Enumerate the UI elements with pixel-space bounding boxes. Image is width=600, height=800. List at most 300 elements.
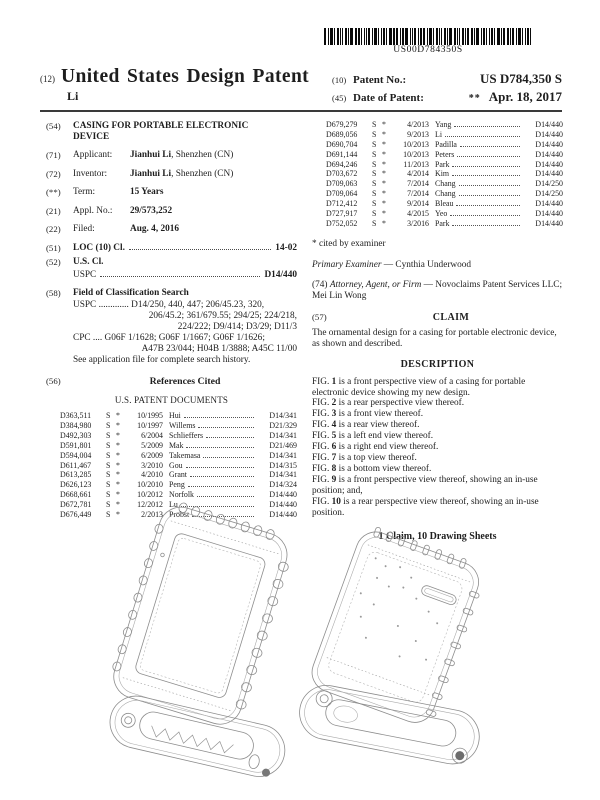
field-code: (52): [46, 256, 61, 267]
applicant-location: , Shenzhen (CN): [171, 150, 234, 161]
ref-classification: D14/440: [269, 500, 297, 509]
barcode-bar: [444, 28, 446, 45]
barcode-bar: [447, 28, 448, 45]
figure-text: is a left end view thereof.: [336, 431, 434, 442]
ref-date: 6/2009: [141, 450, 163, 460]
ref-kind-code: S: [106, 421, 111, 430]
uspc-line: [73, 270, 297, 281]
barcode-bar: [489, 28, 490, 45]
dot-leader: [186, 467, 254, 468]
loc-value: 14-02: [275, 242, 297, 253]
field-code: (71): [46, 150, 61, 161]
field-search-label: Field of Classification Search: [73, 288, 189, 299]
ref-patent-number: D709,064: [326, 189, 358, 199]
ref-examiner-star: *: [382, 120, 386, 129]
field-label: Applicant:: [73, 150, 113, 161]
ref-inventor-name: Yang: [435, 120, 452, 129]
ref-kind-code: S: [372, 149, 377, 159]
field-code: (51): [46, 242, 61, 253]
barcode-bar: [418, 28, 419, 45]
barcode-bar: [400, 28, 401, 45]
figure-description-line: [312, 377, 563, 399]
ref-date: 10/2013: [403, 139, 429, 149]
term-field: [46, 187, 297, 198]
ref-kind-code: S: [106, 480, 111, 490]
ref-inventor-name: Schlieffers: [169, 430, 204, 440]
ref-date: 4/2013: [407, 120, 429, 129]
barcode-bar: [350, 28, 353, 45]
ref-kind-code: S: [106, 470, 111, 480]
ref-examiner-star: *: [116, 411, 120, 421]
barcode-bar: [494, 28, 495, 45]
patent-ref-row: [312, 200, 563, 208]
figure-label: FIG.: [312, 497, 332, 508]
patent-references-table-right: [312, 121, 563, 228]
examiner-name: Cynthia Underwood: [395, 260, 472, 271]
barcode-bar: [348, 28, 349, 45]
applicant-field: [46, 150, 297, 161]
barcode-bar: [501, 28, 502, 45]
patent-ref-row: [312, 180, 563, 188]
barcode-bar: [522, 28, 523, 45]
ref-kind-code: S: [106, 500, 111, 509]
field-code: (56): [46, 375, 61, 386]
applicant-name: Jianhui Li: [130, 150, 172, 161]
ref-patent-number: D594,004: [60, 450, 92, 460]
figure-label: FIG.: [312, 464, 332, 475]
primary-examiner-line: [312, 260, 563, 271]
ref-patent-number: D694,246: [326, 159, 358, 169]
patent-ref-row: [46, 452, 297, 460]
ref-patent-number: D672,781: [60, 500, 92, 509]
barcode-bar: [328, 28, 329, 45]
barcode-bar: [474, 28, 475, 45]
inventor-field: [46, 169, 297, 180]
ref-inventor-name: Peters: [435, 149, 455, 159]
dot-leader: [452, 175, 520, 176]
figure-number: 6: [331, 442, 337, 453]
field-label: Filed:: [73, 224, 95, 235]
ref-patent-number: D679,279: [326, 120, 358, 129]
ref-patent-number: D709,063: [326, 179, 358, 189]
ref-examiner-star: *: [116, 490, 120, 500]
barcode-bar: [383, 28, 385, 45]
inventor-surname: Li: [67, 89, 79, 103]
ref-classification: D14/440: [269, 490, 297, 500]
figure-description-line: [312, 431, 563, 442]
ref-classification: D14/440: [535, 120, 563, 129]
column-right: [312, 121, 563, 543]
claim-heading-row: [312, 312, 563, 324]
barcode-bar: [389, 28, 392, 45]
ref-date: 10/2013: [403, 149, 429, 159]
figure-number: 9: [331, 475, 337, 486]
ref-inventor-name: Yeo: [435, 208, 448, 218]
uspc-search-line: USPC ............. D14/250, 440, 447; 206/45.23, 320,: [73, 300, 265, 311]
patent-ref-row: [46, 462, 297, 470]
ref-patent-number: D691,144: [326, 149, 358, 159]
ref-classification: D21/329: [269, 421, 297, 430]
dot-leader: [190, 476, 254, 477]
ref-examiner-star: *: [382, 218, 386, 228]
dot-leader: [459, 195, 520, 196]
ref-patent-number: D613,285: [60, 470, 92, 480]
patent-ref-row: [46, 412, 297, 420]
ref-classification: D14/341: [269, 470, 297, 480]
barcode-bar: [433, 28, 434, 45]
ref-date: 10/1997: [137, 421, 163, 430]
ref-kind-code: S: [372, 218, 377, 228]
ref-kind-code: S: [372, 189, 377, 199]
figure-number: 7: [331, 453, 337, 464]
figure-number: 8: [331, 464, 337, 475]
figure-description-line: [312, 464, 563, 475]
ref-classification: D14/440: [535, 149, 563, 159]
ref-inventor-name: Peng: [169, 480, 185, 490]
ref-classification: D21/469: [269, 440, 297, 450]
kind-code: (12): [40, 74, 55, 84]
references-heading: References Cited: [149, 375, 221, 387]
barcode-bar: [366, 28, 367, 45]
ref-date: 11/2013: [403, 159, 429, 169]
barcode-bar: [402, 28, 404, 45]
ref-patent-number: D676,449: [60, 509, 92, 519]
ref-kind-code: S: [372, 159, 377, 169]
ref-patent-number: D727,917: [326, 208, 358, 218]
barcode-bar: [512, 28, 514, 45]
ref-inventor-name: Takemasa: [169, 450, 201, 460]
ref-date: 7/2014: [407, 179, 429, 189]
ref-date: 3/2016: [407, 218, 429, 228]
ref-inventor-name: Padilla: [435, 139, 457, 149]
barcode-bar: [364, 28, 365, 45]
ref-kind-code: S: [106, 430, 111, 440]
barcode-bar: [510, 28, 511, 45]
figure-number: 4: [331, 420, 337, 431]
patent-no-code: (10): [332, 75, 347, 85]
page-title: United States Design Patent: [61, 66, 310, 87]
barcode-bars: [292, 28, 564, 45]
dot-leader: [184, 417, 254, 418]
barcode-bar: [340, 28, 341, 45]
barcode-bar: [427, 28, 428, 45]
patent-ref-row: [312, 170, 563, 178]
figure-label: FIG.: [312, 475, 332, 486]
term-value: 15 Years: [130, 187, 164, 198]
figure-description-line: [312, 442, 563, 453]
ref-examiner-star: *: [116, 450, 120, 460]
ref-inventor-name: Gou: [169, 460, 183, 470]
patent-ref-row: [46, 471, 297, 479]
barcode-bar: [374, 28, 377, 45]
ref-patent-number: D690,704: [326, 139, 358, 149]
ref-examiner-star: *: [382, 129, 386, 139]
ref-classification: D14/440: [535, 218, 563, 228]
barcode-bar: [483, 28, 485, 45]
barcode-bar: [516, 28, 517, 45]
date-code: (45): [332, 93, 347, 103]
ref-inventor-name: Norfolk: [169, 490, 194, 500]
ref-examiner-star: *: [382, 179, 386, 189]
barcode-bar: [412, 28, 413, 45]
dot-leader: [445, 136, 520, 137]
figure-description-line: [312, 453, 563, 464]
attorney-name: Novoclaims Patent Services LLC; Mei Lin Wong: [312, 280, 563, 302]
barcode-bar: [423, 28, 425, 45]
dot-leader: [452, 166, 520, 167]
field-label: Term:: [73, 187, 96, 198]
barcode-bar: [467, 28, 469, 45]
figure-number: 1: [331, 376, 337, 387]
patent-ref-row: [312, 210, 563, 218]
attorney-line: [312, 280, 563, 302]
ref-kind-code: S: [106, 440, 111, 450]
term-extension-marker: **: [468, 93, 481, 104]
us-patent-documents-heading: U.S. PATENT DOCUMENTS: [114, 394, 229, 405]
barcode-bar: [454, 28, 456, 45]
ref-inventor-name: Kim: [435, 169, 450, 179]
us-cl-label: U.S. Cl.: [73, 256, 104, 267]
figure-description-line: [312, 420, 563, 431]
barcode-bar: [386, 28, 387, 45]
field-search-heading: [46, 288, 297, 299]
barcode-text: US00D784350S: [393, 45, 463, 55]
barcode-bar: [476, 28, 479, 45]
ref-kind-code: S: [372, 199, 377, 208]
cpc-search-line: A47B 23/044; H04B 1/3888; A45C 11/00: [141, 344, 297, 355]
drawing-sheet: [40, 496, 560, 796]
barcode-bar: [449, 28, 452, 45]
barcode-bar: [486, 28, 487, 45]
patent-ref-row: [312, 131, 563, 139]
barcode-bar: [414, 28, 416, 45]
barcode-bar: [378, 28, 379, 45]
ref-date: 4/2010: [141, 470, 163, 480]
ref-inventor-name: Bleau: [435, 199, 454, 208]
ref-patent-number: D626,123: [60, 480, 92, 490]
barcode-bar: [471, 28, 473, 45]
claim-heading: CLAIM: [432, 312, 470, 323]
ref-patent-number: D752,052: [326, 218, 358, 228]
patent-ref-row: [46, 432, 297, 440]
ref-classification: D14/341: [269, 430, 297, 440]
cited-by-examiner-note: * cited by examiner: [312, 239, 386, 250]
barcode-bar: [355, 28, 357, 45]
ref-classification: D14/440: [535, 159, 563, 169]
dot-leader: [452, 225, 520, 226]
barcode-bar: [459, 28, 460, 45]
attorney-label: Attorney, Agent, or Firm: [329, 280, 422, 291]
loc-label: LOC (10) Cl.: [73, 242, 125, 253]
cpc-search-line: CPC .... G06F 1/1628; G06F 1/1667; G06F 1/1626;: [73, 333, 265, 344]
casing-rear-perspective-drawing: [296, 502, 491, 777]
loc-class-field: [46, 243, 297, 254]
ref-date: 4/2015: [407, 208, 429, 218]
barcode-bar: [368, 28, 370, 45]
barcode-bar: [457, 28, 458, 45]
ref-kind-code: S: [372, 208, 377, 218]
field-code: (74): [312, 280, 328, 291]
figure-text: is a front view thereof.: [336, 409, 424, 420]
field-code: (72): [46, 168, 61, 179]
dot-leader: [203, 457, 254, 458]
application-number-field: [46, 206, 297, 217]
dot-leader: [129, 249, 271, 250]
figure-number: 3: [331, 409, 337, 420]
figure-label: FIG.: [312, 442, 332, 453]
ref-kind-code: S: [372, 120, 377, 129]
ref-inventor-name: Chang: [435, 189, 456, 199]
dot-leader: [100, 276, 260, 277]
field-code: (57): [312, 312, 327, 322]
filing-date: Aug. 4, 2016: [130, 224, 180, 235]
field-code: (**): [46, 187, 61, 198]
ref-classification: D14/315: [269, 460, 297, 470]
ref-inventor-name: Willems: [169, 421, 196, 430]
ref-classification: D14/250: [535, 179, 563, 189]
patent-ref-row: [46, 481, 297, 489]
barcode-bar: [396, 28, 398, 45]
figure-description-line: [312, 398, 563, 409]
ref-inventor-name: Park: [435, 218, 450, 228]
ref-inventor-name: Li: [435, 129, 443, 139]
field-code: (54): [46, 121, 61, 131]
ref-kind-code: S: [372, 169, 377, 179]
barcode-bar: [358, 28, 360, 45]
dash-separator: —: [423, 280, 433, 291]
barcode-bar: [334, 28, 335, 45]
dot-leader: [454, 126, 520, 127]
ref-examiner-star: *: [116, 440, 120, 450]
ref-classification: D14/324: [269, 480, 297, 490]
barcode-bar: [465, 28, 466, 45]
ref-examiner-star: *: [382, 159, 386, 169]
ref-date: 2/2013: [141, 509, 163, 519]
patent-no-value: US D784,350 S: [480, 71, 562, 86]
ref-examiner-star: *: [382, 199, 386, 208]
patent-ref-row: [312, 151, 563, 159]
ref-date: 5/2009: [141, 440, 163, 450]
ref-examiner-star: *: [116, 470, 120, 480]
ref-date: 6/2004: [141, 430, 163, 440]
figure-text: is a top view thereof.: [336, 453, 417, 464]
barcode-bar: [361, 28, 362, 45]
dot-leader: [456, 205, 520, 206]
barcode-bar: [372, 28, 373, 45]
ref-date: 9/2014: [407, 199, 429, 208]
dash-separator: —: [383, 260, 394, 271]
inventor-value: [130, 169, 297, 180]
barcode-bar: [337, 28, 339, 45]
dot-leader: [450, 215, 520, 216]
header-right: [332, 71, 562, 107]
dot-leader: [206, 437, 254, 438]
uspc-search-line: 224/222; D9/414; D3/29; D11/3: [177, 322, 297, 333]
barcode-bar: [507, 28, 509, 45]
patent-ref-row: [312, 190, 563, 198]
ref-classification: D14/341: [269, 411, 297, 421]
ref-examiner-star: *: [116, 421, 120, 430]
description-heading: DESCRIPTION: [400, 358, 475, 370]
ref-examiner-star: *: [382, 169, 386, 179]
dot-leader: [459, 185, 520, 186]
figure-text: is a front perspective view of a casing for portable electronic device showing my new design.: [312, 376, 526, 398]
ref-inventor-name: Grant: [169, 470, 187, 480]
barcode-bar: [525, 28, 526, 45]
ref-kind-code: S: [106, 509, 111, 519]
barcode-bar: [530, 28, 531, 45]
barcode-bar: [345, 28, 347, 45]
ref-classification: D14/440: [535, 169, 563, 179]
ref-classification: D14/440: [535, 208, 563, 218]
application-number: 29/573,252: [130, 205, 173, 216]
field-code: (22): [46, 224, 61, 235]
header-divider-rule: [40, 110, 562, 112]
ref-kind-code: S: [106, 460, 111, 470]
examiner-label: Primary Examiner: [312, 260, 382, 271]
ref-patent-number: D363,511: [60, 411, 92, 421]
figure-number: 5: [331, 431, 337, 442]
dot-leader: [188, 486, 254, 487]
column-left: [46, 121, 297, 543]
ref-inventor-name: Chang: [435, 179, 456, 189]
figure-label: FIG.: [312, 453, 332, 464]
ref-examiner-star: *: [116, 509, 120, 519]
ref-examiner-star: *: [382, 189, 386, 199]
patent-header: [40, 66, 562, 107]
ref-date: 12/2012: [137, 500, 163, 509]
uspc-value: D14/440: [264, 269, 297, 280]
body-columns: [46, 121, 564, 543]
dot-leader: [186, 447, 254, 448]
figure-text: is a rear perspective view thereof.: [336, 398, 465, 409]
patent-ref-row: [312, 141, 563, 149]
barcode-bar: [393, 28, 395, 45]
ref-kind-code: S: [372, 179, 377, 189]
barcode-bar: [491, 28, 493, 45]
ref-examiner-star: *: [382, 149, 386, 159]
figure-label: FIG.: [312, 409, 332, 420]
ref-kind-code: S: [372, 139, 377, 149]
ref-examiner-star: *: [382, 139, 386, 149]
ref-patent-number: D712,412: [326, 199, 358, 208]
uspc-search-line: 206/45.2; 361/679.55; 294/25; 224/218,: [148, 311, 297, 322]
ref-inventor-name: Probst: [169, 509, 190, 519]
date-value: Apr. 18, 2017: [488, 89, 562, 104]
field-code: (58): [46, 288, 61, 299]
field-code: (21): [46, 205, 61, 216]
ref-kind-code: S: [106, 450, 111, 460]
title-field: [46, 121, 297, 143]
header-left: [40, 66, 309, 104]
figure-number: 10: [331, 497, 341, 508]
patent-ref-row: [46, 422, 297, 430]
ref-kind-code: S: [106, 490, 111, 500]
barcode: [292, 28, 564, 55]
us-class-field: [46, 257, 297, 268]
invention-title: CASING FOR PORTABLE ELECTRONIC DEVICE: [73, 121, 249, 142]
dot-leader: [460, 146, 520, 147]
barcode-bar: [405, 28, 408, 45]
barcode-bar: [324, 28, 326, 45]
ref-examiner-star: *: [116, 480, 120, 490]
barcode-bar: [429, 28, 432, 45]
classification-search-lines: [46, 300, 297, 355]
barcode-bar: [462, 28, 464, 45]
ref-patent-number: D703,672: [326, 169, 358, 179]
barcode-bar: [481, 28, 482, 45]
ref-inventor-name: Mak: [169, 440, 184, 450]
